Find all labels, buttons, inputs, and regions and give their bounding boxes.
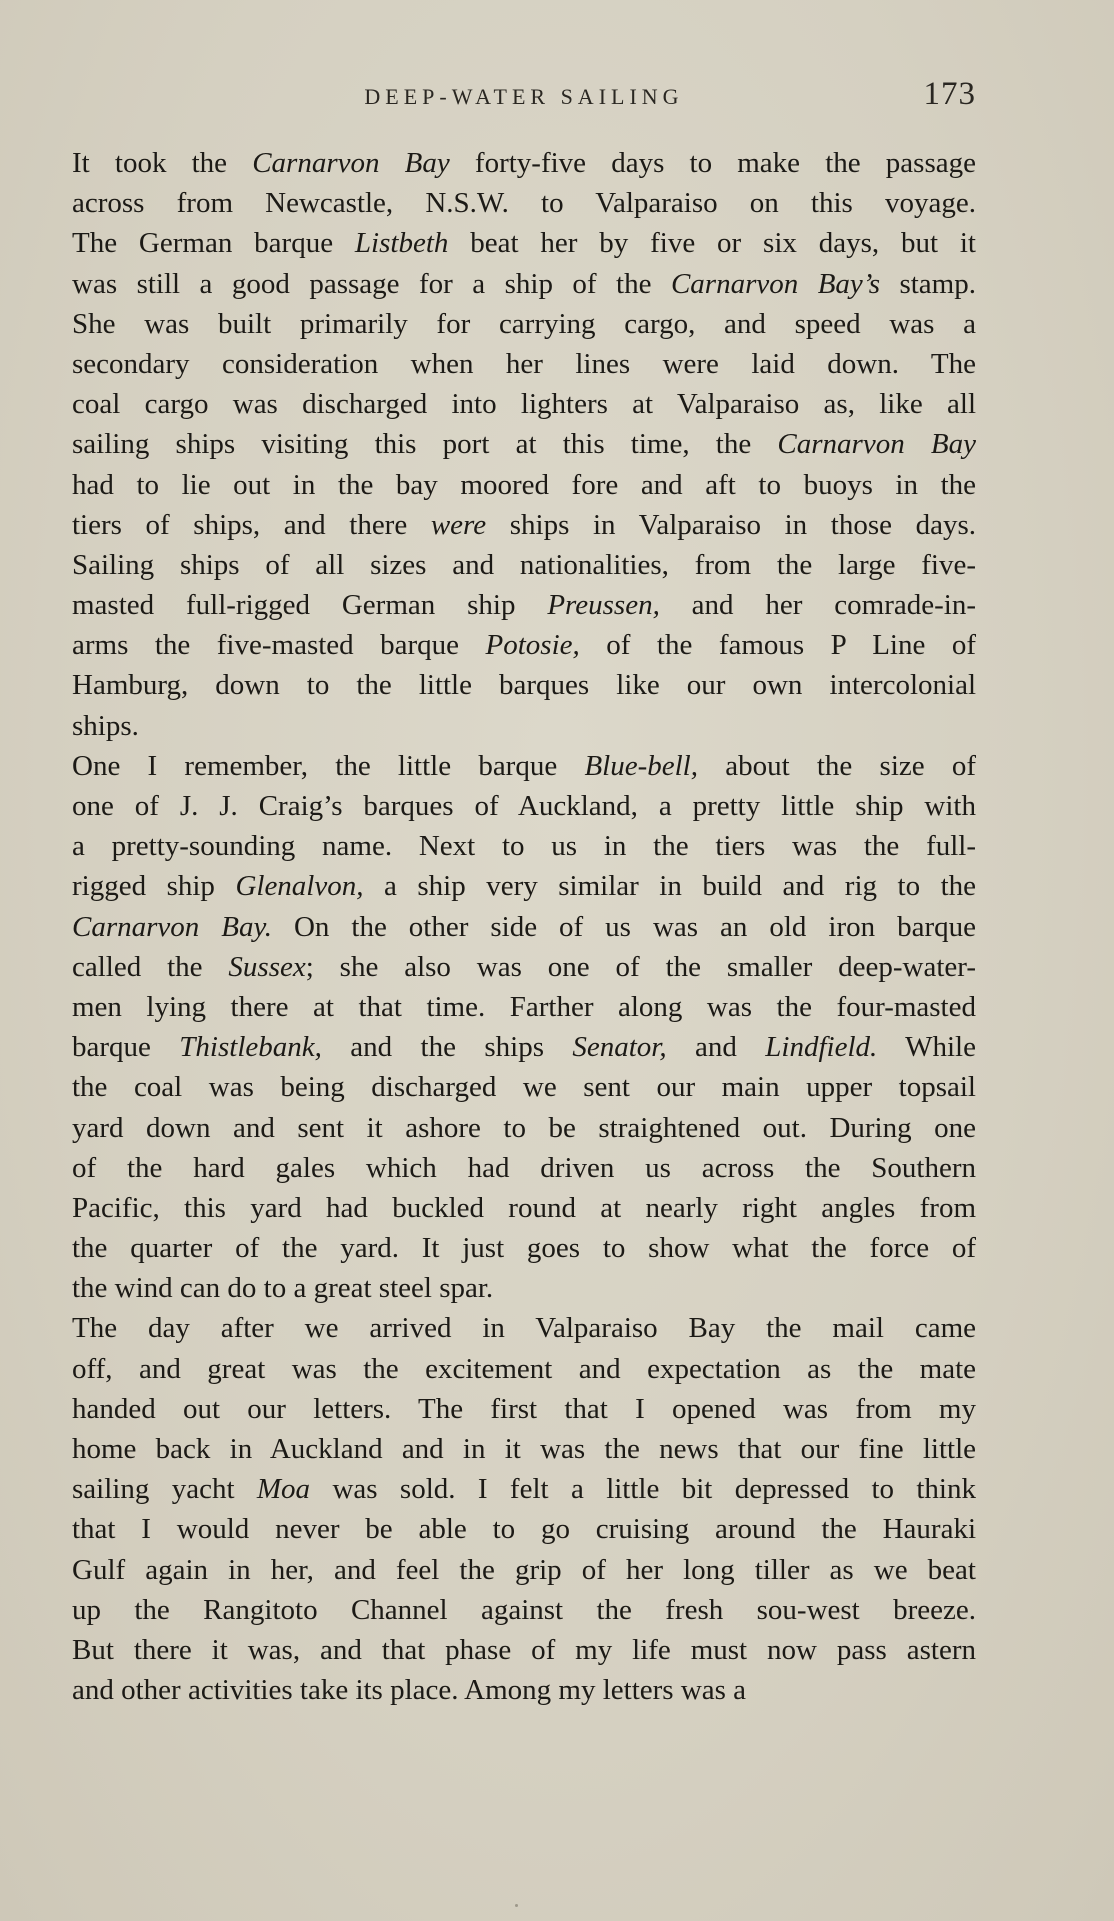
italic-text: Carnarvon Bay bbox=[252, 147, 450, 179]
text-line bbox=[72, 1027, 976, 1067]
text-segment: and the ships bbox=[321, 1031, 573, 1064]
italic-text: Thistlebank, bbox=[179, 1031, 322, 1064]
paragraph bbox=[72, 746, 976, 1309]
text-segment: about the size of bbox=[698, 749, 976, 782]
text-segment: sailing yacht bbox=[72, 1473, 257, 1506]
italic-text: were bbox=[430, 508, 487, 541]
text-segment: of the hard gales which had driven us across the Southern bbox=[72, 1151, 976, 1184]
text-segment: ships. bbox=[72, 709, 139, 742]
page-header bbox=[72, 78, 976, 128]
text-segment: one of J. J. Craig’s barques of Auckland, a pretty little ship with bbox=[72, 790, 976, 822]
text-line bbox=[72, 1349, 976, 1389]
text-segment: and her comrade-in- bbox=[659, 589, 976, 622]
text-segment: Sailing ships of all sizes and nationalities, from the large five- bbox=[72, 548, 976, 581]
text-segment: yard down and sent it ashore to be straightened out. During one bbox=[72, 1111, 976, 1144]
text-segment: was sold. I felt a little bit depressed to think bbox=[310, 1473, 976, 1506]
text-segment: home back in Auckland and in it was the news that our fine little bbox=[72, 1433, 976, 1465]
text-segment: Pacific, this yard had buckled round at nearly right angles from bbox=[72, 1191, 976, 1224]
text-line bbox=[72, 1469, 976, 1509]
text-line bbox=[72, 424, 976, 464]
text-line bbox=[72, 1148, 976, 1188]
italic-text: Moa bbox=[256, 1473, 311, 1506]
text-segment: secondary consideration when her lines were laid down. The bbox=[72, 347, 976, 380]
text-segment: The German barque bbox=[72, 227, 355, 260]
text-line bbox=[72, 665, 976, 705]
text-segment: of the famous P Line of bbox=[579, 629, 976, 662]
page-number: 173 bbox=[923, 76, 976, 112]
italic-text: Lindfield. bbox=[765, 1031, 878, 1064]
text-segment: Gulf again in her, and feel the grip of her long tiller as we beat bbox=[72, 1553, 976, 1586]
text-line bbox=[72, 826, 976, 866]
text-line bbox=[72, 866, 976, 906]
text-segment: Hamburg, down to the little barques like our own intercolonial bbox=[72, 669, 976, 702]
text-line bbox=[72, 1108, 976, 1148]
text-line bbox=[72, 1268, 976, 1308]
text-segment: While bbox=[877, 1031, 976, 1064]
text-segment: tiers of ships, and there bbox=[72, 508, 431, 541]
text-line bbox=[72, 746, 976, 786]
text-segment: had to lie out in the bay moored fore and aft to buoys in the bbox=[72, 468, 976, 501]
text-line bbox=[72, 1670, 976, 1710]
italic-text: Preussen, bbox=[547, 589, 660, 622]
text-line bbox=[72, 706, 976, 746]
text-line bbox=[72, 465, 976, 505]
text-line bbox=[72, 1550, 976, 1590]
text-line bbox=[72, 1429, 976, 1469]
italic-text: Sussex bbox=[228, 950, 306, 983]
text-segment: arms the five-masted barque bbox=[72, 629, 486, 662]
text-line bbox=[72, 143, 976, 183]
body-text bbox=[72, 143, 976, 1843]
italic-text: Senator, bbox=[572, 1031, 667, 1064]
text-segment: coal cargo was discharged into lighters at Valparaiso as, like all bbox=[72, 388, 976, 421]
text-segment: off, and great was the excitement and expectation as the mate bbox=[72, 1352, 976, 1385]
text-line bbox=[72, 1509, 976, 1549]
text-segment: across from Newcastle, N.S.W. to Valparaiso on this voyage. bbox=[72, 187, 976, 220]
text-line bbox=[72, 1228, 976, 1268]
text-line bbox=[72, 344, 976, 384]
text-line bbox=[72, 545, 976, 585]
italic-text: Carnarvon Bay. bbox=[72, 910, 272, 943]
text-segment: was still a good passage for a ship of the bbox=[72, 267, 671, 300]
text-segment: and other activities take its place. Among my letters was a bbox=[72, 1674, 747, 1707]
text-segment: ; she also was one of the smaller deep-water- bbox=[305, 950, 976, 983]
text-line bbox=[72, 183, 976, 223]
italic-text: Carnarvon Bay’s bbox=[670, 267, 880, 300]
text-segment: But there it was, and that phase of my life must now pass astern bbox=[72, 1633, 976, 1666]
text-segment: On the other side of us was an old iron barque bbox=[272, 910, 976, 943]
text-segment: sailing ships visiting this port at this time, the bbox=[72, 428, 778, 461]
text-segment: The day after we arrived in Valparaiso Bay the mail came bbox=[72, 1312, 976, 1345]
text-line bbox=[72, 505, 976, 545]
paragraph bbox=[72, 1308, 976, 1710]
paper-speck bbox=[515, 1904, 518, 1907]
text-segment: the quarter of the yard. It just goes to show what the force of bbox=[72, 1232, 976, 1265]
text-segment: barque bbox=[72, 1031, 180, 1064]
italic-text: Carnarvon Bay bbox=[777, 428, 976, 461]
text-line bbox=[72, 947, 976, 987]
text-line bbox=[72, 625, 976, 665]
text-segment: beat her by five or six days, but it bbox=[448, 227, 976, 260]
text-segment: It took the bbox=[72, 147, 253, 179]
text-line bbox=[72, 304, 976, 344]
text-segment: that I would never be able to go cruising around the Hauraki bbox=[72, 1513, 976, 1546]
text-segment: rigged ship bbox=[72, 870, 236, 903]
text-segment: called the bbox=[72, 950, 229, 983]
text-line bbox=[72, 1590, 976, 1630]
text-segment: the coal was being discharged we sent our main upper topsail bbox=[72, 1071, 976, 1104]
paragraph bbox=[72, 143, 976, 746]
text-segment: a pretty-sounding name. Next to us in the tiers was the full- bbox=[72, 830, 976, 863]
text-line bbox=[72, 1389, 976, 1429]
italic-text: Glenalvon, bbox=[235, 870, 364, 903]
text-segment: forty-five days to make the passage bbox=[449, 147, 976, 179]
text-segment: stamp. bbox=[880, 267, 976, 300]
text-line bbox=[72, 585, 976, 625]
text-segment: up the Rangitoto Channel against the fresh sou-west breeze. bbox=[72, 1593, 976, 1626]
text-line bbox=[72, 223, 976, 263]
text-segment: the wind can do to a great steel spar. bbox=[72, 1272, 494, 1305]
italic-text: Potosie, bbox=[485, 629, 580, 662]
text-line bbox=[72, 384, 976, 424]
running-head: DEEP-WATER SAILING bbox=[364, 84, 684, 109]
text-segment: men lying there at that time. Farther along was the four-masted bbox=[72, 990, 976, 1023]
text-segment: One I remember, the little barque bbox=[72, 749, 585, 782]
text-line bbox=[72, 264, 976, 304]
text-line bbox=[72, 786, 976, 826]
text-line bbox=[72, 1067, 976, 1107]
text-line bbox=[72, 987, 976, 1027]
text-segment: a ship very similar in build and rig to the bbox=[363, 870, 976, 903]
italic-text: Blue-bell, bbox=[584, 749, 698, 782]
italic-text: Listbeth bbox=[354, 227, 449, 260]
text-line bbox=[72, 907, 976, 947]
text-line bbox=[72, 1630, 976, 1670]
text-segment: handed out our letters. The first that I opened was from my bbox=[72, 1392, 976, 1425]
text-segment: ships in Valparaiso in those days. bbox=[486, 508, 976, 541]
text-line bbox=[72, 1188, 976, 1228]
text-segment: masted full-rigged German ship bbox=[72, 589, 548, 622]
text-segment: and bbox=[666, 1031, 766, 1064]
text-line bbox=[72, 1308, 976, 1348]
text-segment: She was built primarily for carrying cargo, and speed was a bbox=[72, 307, 976, 340]
